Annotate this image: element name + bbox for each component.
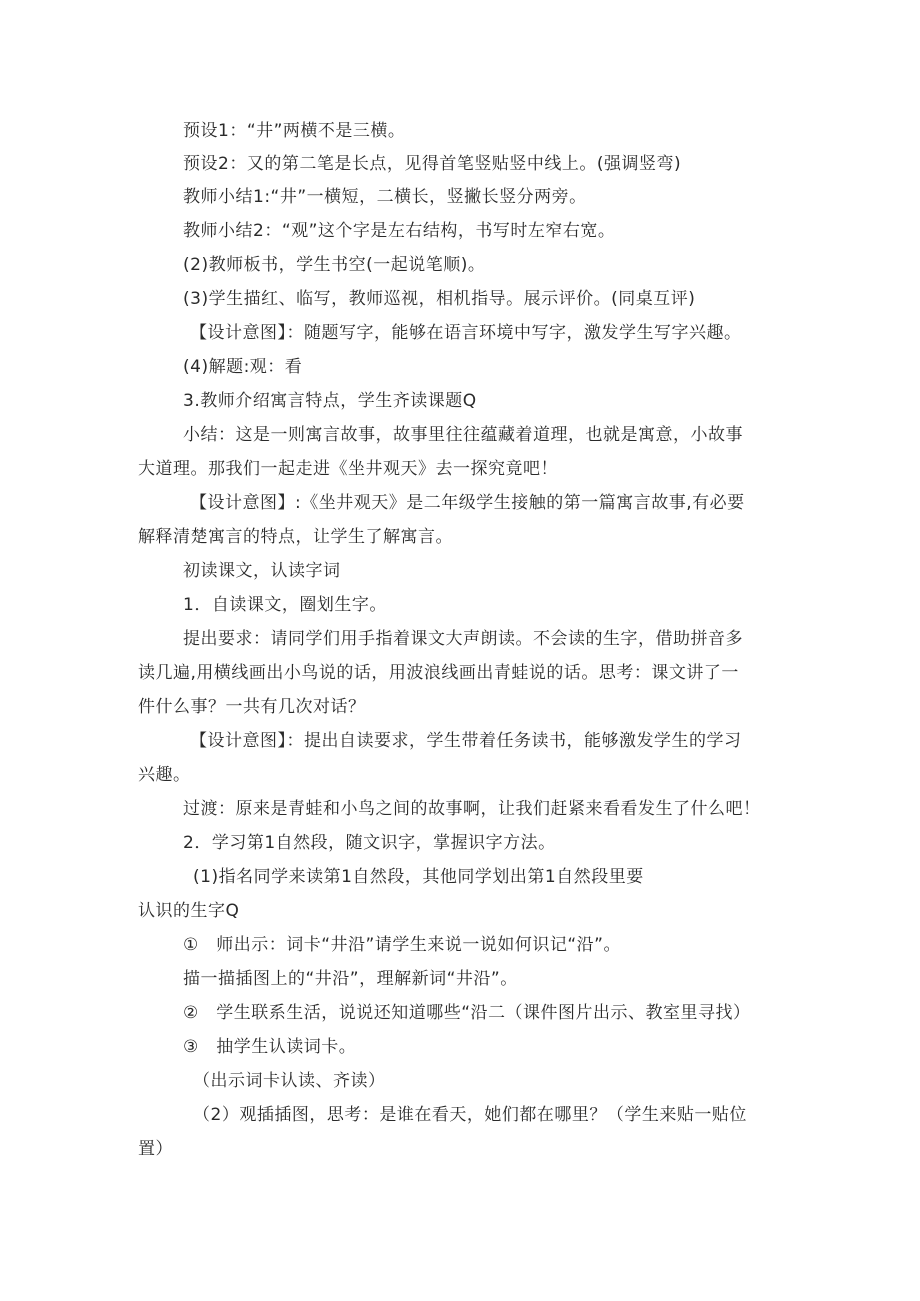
text-line: （出示词卡认读、齐读） (193, 1071, 386, 1091)
text-line: (1)指名同学来读第1自然段，其他同学划出第1自然段里要 (193, 867, 644, 887)
text-line: 3.教师介绍寓言特点，学生齐读课题Q (183, 391, 477, 411)
text-line: (3)学生描红、临写，教师巡视，相机指导。展示评价。(同桌互评) (183, 289, 696, 309)
list-item: ① 师出示：词卡“井沿”请学生来说一说如何识记“沿”。 (183, 935, 621, 955)
list-item: ② 学生联系生活，说说还知道哪些“沿二（课件图片出示、教室里寻找） (183, 1003, 751, 1023)
list-item: ③ 抽学生认读词卡。 (183, 1037, 357, 1057)
text-line: 件什么事？一共有几次对话？ (138, 697, 366, 717)
text-line: 提出要求：请同学们用手指着课文大声朗读。不会读的生字，借助拼音多 (183, 629, 743, 649)
text-line: (2)教师板书，学生书空(一起说笔顺)。 (183, 255, 486, 275)
design-intent: 【设计意图】:《坐井观天》是二年级学生接触的第一篇寓言故事,有必要 (190, 493, 745, 513)
text-line: (4)解题:观：看 (183, 357, 303, 377)
text-line: 过渡：原来是青蛙和小鸟之间的故事啊，让我们赶紧来看看发生了什么吧！ (183, 799, 761, 819)
section-heading: 初读课文，认读字词 (183, 561, 341, 581)
text-line: 教师小结1:“井”一横短，二横长，竖撇长竖分两旁。 (183, 187, 587, 207)
text-line: 1．自读课文，圈划生字。 (183, 595, 387, 615)
design-intent: 【设计意图】：提出自读要求，学生带着任务读书，能够激发学生的学习 (190, 731, 742, 751)
text-line: 兴趣。 (138, 765, 191, 785)
text-line: 预设1：“井”两横不是三横。 (183, 121, 406, 141)
text-line: 解释清楚寓言的特点，让学生了解寓言。 (138, 527, 453, 547)
text-line: 读几遍,用横线画出小鸟说的话，用波浪线画出青蛙说的话。思考：课文讲了一 (138, 663, 739, 683)
text-line: 置） (138, 1139, 173, 1159)
design-intent: 【设计意图】：随题写字，能够在语言环境中写字，激发学生写字兴趣。 (190, 323, 742, 343)
text-line: 小结：这是一则寓言故事，故事里往往蕴藏着道理，也就是寓意，小故事 (183, 425, 743, 445)
text-line: 认识的生字Q (138, 901, 240, 921)
text-line: 预设2：又的第二笔是长点，见得首笔竖贴竖中线上。(强调竖弯) (183, 154, 682, 174)
text-line: 描一描插图上的“井沿”，理解新词“井沿”。 (183, 969, 518, 989)
text-line: 大道理。那我们一起走进《坐井观天》去一探究竟吧！ (138, 459, 558, 479)
text-line: （2）观插插图，思考：是谁在看天，她们都在哪里？（学生来贴一贴位 (193, 1105, 747, 1125)
text-line: 2．学习第1自然段，随文识字，掌握识字方法。 (183, 833, 556, 853)
text-line: 教师小结2：“观”这个字是左右结构，书写时左窄右宽。 (183, 221, 616, 241)
